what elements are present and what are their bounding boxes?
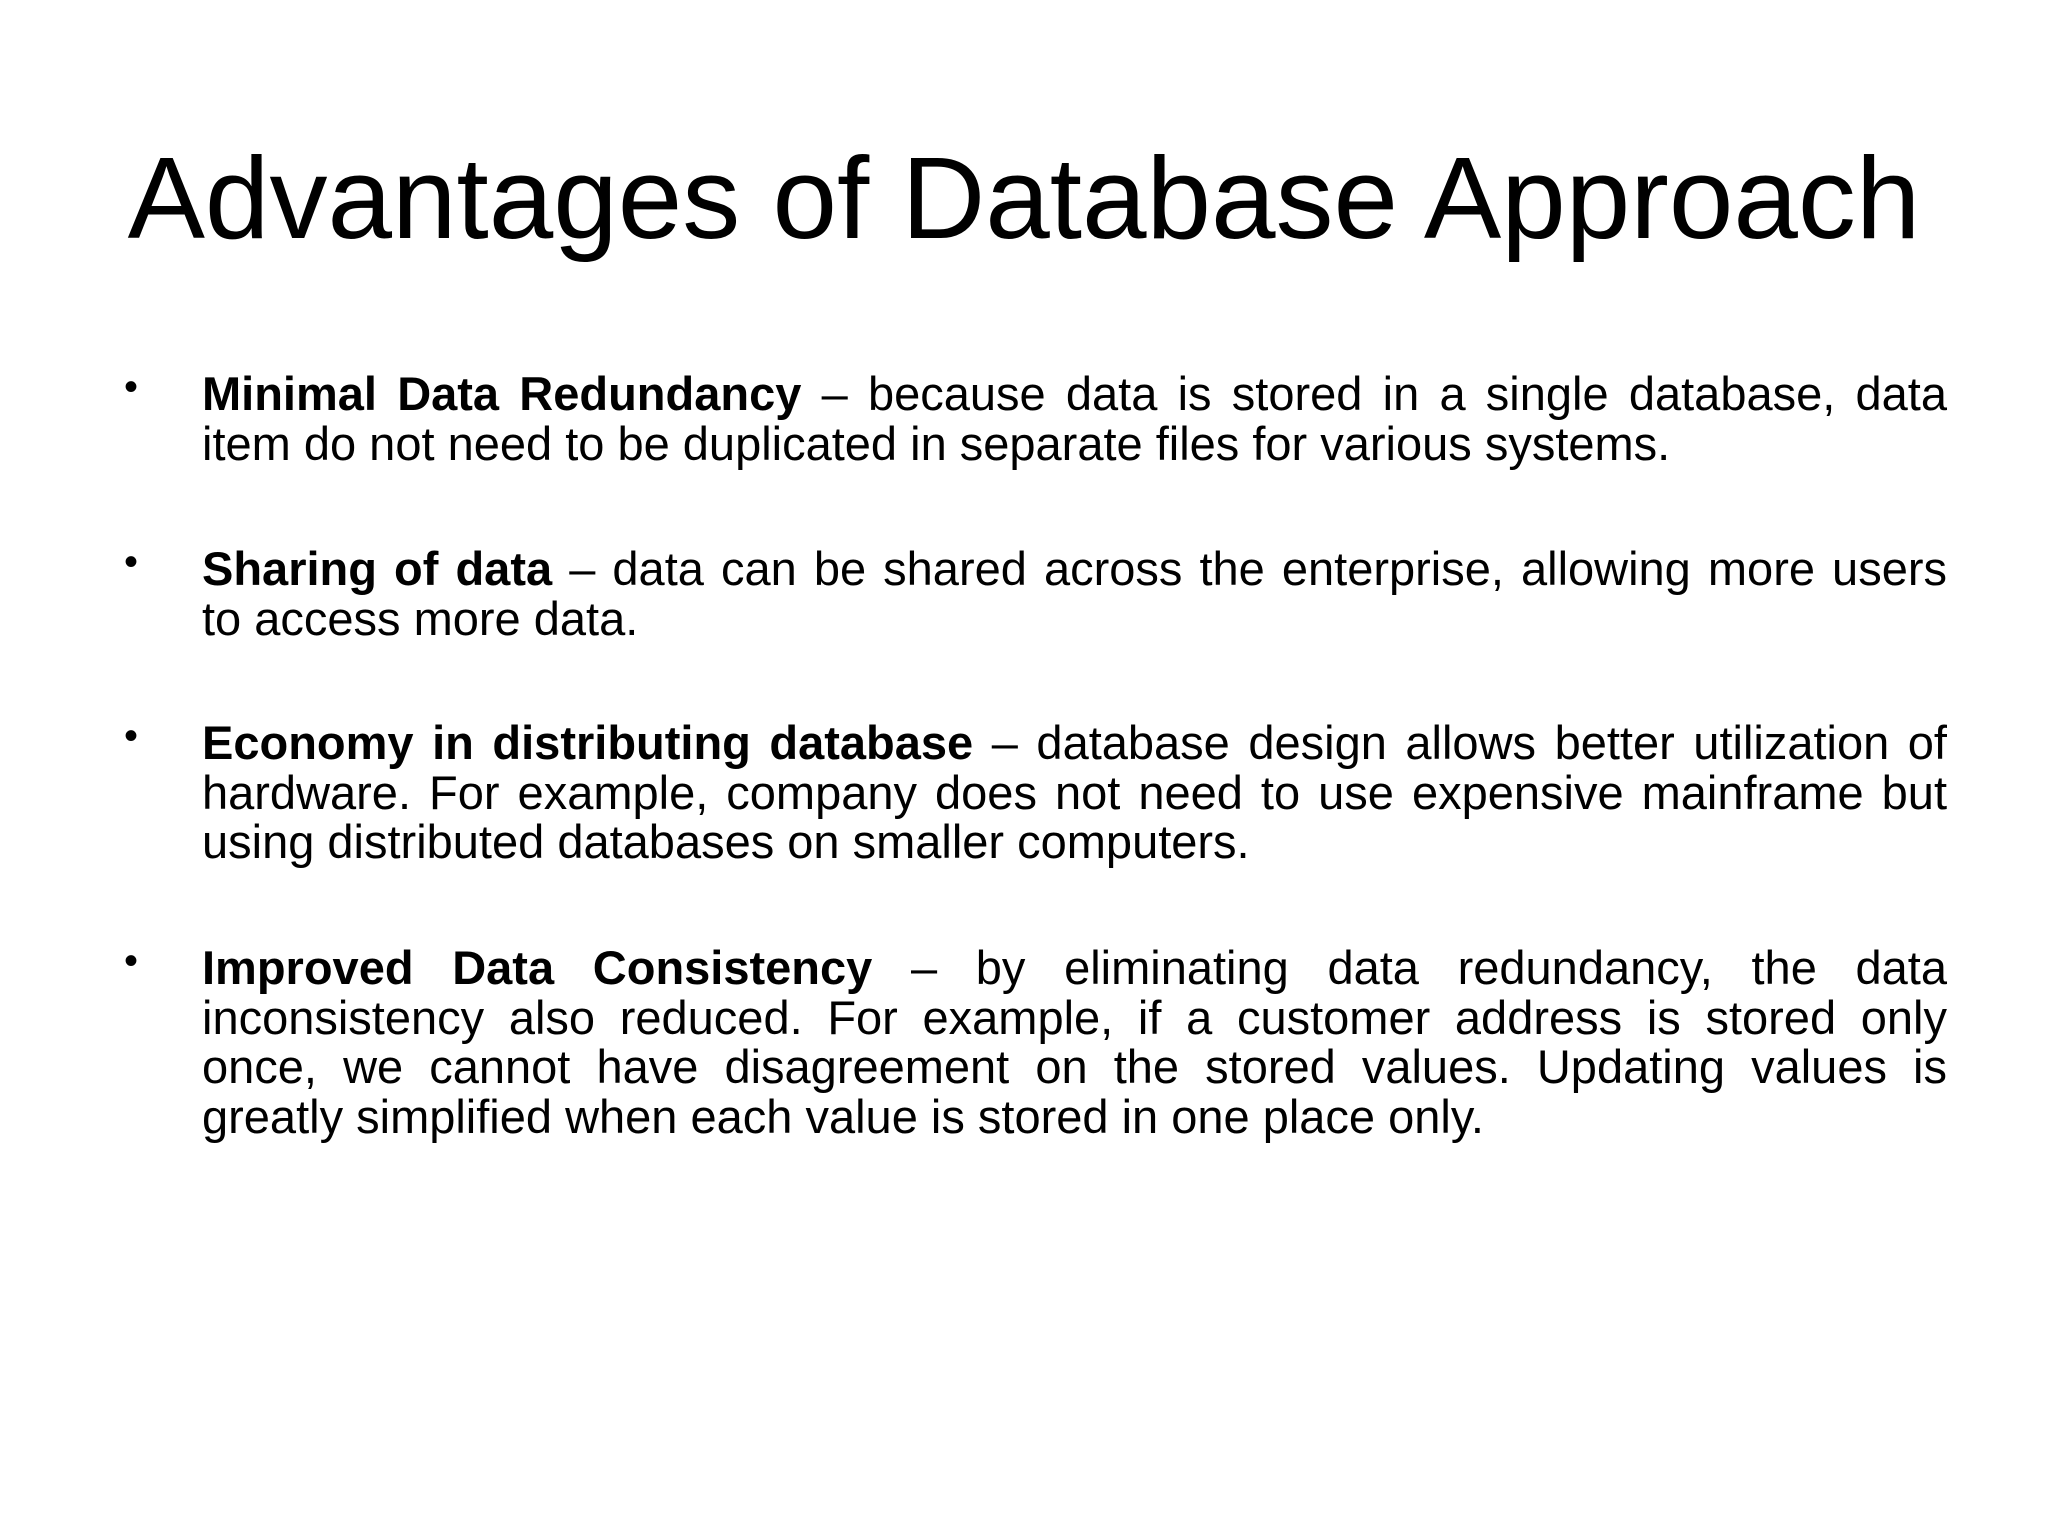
bullet-description: – because data is stored in a single database, data item do not need to be duplicated in separate files for various systems. — [202, 367, 1947, 470]
slide-title: Advantages of Database Approach — [127, 133, 1921, 263]
bullet-marker: • — [124, 939, 139, 983]
bullet-description: – by eliminating data redundancy, the data inconsistency also reduced. For example, if a customer address is stored only once, we cannot have disagreement on the stored values. Updating values is greatly simplified when each value is stored in one place only. — [202, 941, 1947, 1143]
bullet-description: – data can be shared across the enterprise, allowing more users to access more data. — [202, 542, 1947, 645]
bullet-item-sharing-of-data — [124, 540, 1947, 645]
bullet-term: Improved Data Consistency — [202, 941, 873, 994]
bullet-item-minimal-data-redundancy — [124, 365, 1947, 470]
bullet-item-improved-data-consistency — [124, 939, 1947, 1143]
bullet-description: – database design allows better utilization of hardware. For example, company does not need to use expensive mainframe but using distributed databases on smaller computers. — [202, 716, 1947, 868]
bullet-term: Minimal Data Redundancy — [202, 367, 802, 420]
bullet-term: Sharing of data — [202, 542, 553, 595]
bullet-marker: • — [124, 365, 139, 409]
bullet-term: Economy in distributing database — [202, 716, 974, 769]
bullet-item-economy-in-distributing-database — [124, 714, 1947, 868]
bullet-marker: • — [124, 540, 139, 584]
bullet-marker: • — [124, 714, 139, 758]
